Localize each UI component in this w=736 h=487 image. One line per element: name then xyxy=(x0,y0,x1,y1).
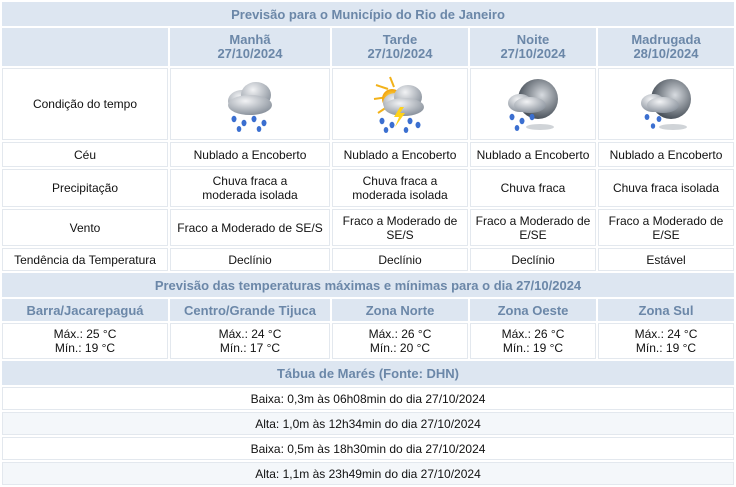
weather-cell-manha xyxy=(170,68,330,140)
row-label-ceu: Céu xyxy=(2,142,168,167)
zone-temps xyxy=(470,323,596,359)
precipitacao-value: Chuva fraca isolada xyxy=(598,169,734,207)
period-date: 27/10/2024 xyxy=(367,46,433,61)
period-date: 27/10/2024 xyxy=(217,46,283,61)
temp-max: Máx.: 26 °C xyxy=(368,327,432,341)
temp-min: Mín.: 19 °C xyxy=(635,341,697,355)
row-label-tendencia: Tendência da Temperatura xyxy=(2,248,168,271)
weather-cell-noite xyxy=(470,68,596,140)
forecast-title: Previsão para o Município do Rio de Janeiro xyxy=(2,2,734,26)
precipitacao-value: Chuva fraca xyxy=(470,169,596,207)
precipitacao-value: Chuva fraca a moderada isolada xyxy=(170,169,330,207)
period-name: Madrugada xyxy=(631,32,701,47)
tides-title: Tábua de Marés (Fonte: DHN) xyxy=(2,361,734,385)
period-name: Noite xyxy=(516,32,550,47)
tide-row: Alta: 1,1m às 23h49min do dia 27/10/2024 xyxy=(2,462,734,485)
tendencia-value: Declínio xyxy=(170,248,330,271)
tendencia-value: Declínio xyxy=(470,248,596,271)
tendencia-value: Estável xyxy=(598,248,734,271)
zone-temps xyxy=(170,323,330,359)
period-header-manha xyxy=(170,28,330,66)
row-label-vento: Vento xyxy=(2,209,168,246)
weather-cell-madrugada xyxy=(598,68,734,140)
period-header-madrugada xyxy=(598,28,734,66)
row-label-condicao: Condição do tempo xyxy=(2,68,168,140)
temp-min: Mín.: 19 °C xyxy=(54,341,116,355)
tide-row: Alta: 1,0m às 12h34min do dia 27/10/2024 xyxy=(2,412,734,435)
vento-value: Fraco a Moderado de SE/S xyxy=(332,209,468,246)
temp-min: Mín.: 17 °C xyxy=(219,341,281,355)
period-header-tarde xyxy=(332,28,468,66)
temp-min: Mín.: 20 °C xyxy=(369,341,431,355)
temps-title: Previsão das temperaturas máximas e mínimas para o dia 27/10/2024 xyxy=(2,273,734,297)
vento-value: Fraco a Moderado de SE/S xyxy=(170,209,330,246)
tide-row: Baixa: 0,3m às 06h08min do dia 27/10/2024 xyxy=(2,387,734,410)
zone-header: Zona Sul xyxy=(598,299,734,321)
cloud-rain-icon xyxy=(220,75,280,133)
temp-max: Máx.: 24 °C xyxy=(218,327,282,341)
zone-header: Zona Norte xyxy=(332,299,468,321)
zone-temps xyxy=(598,323,734,359)
vento-value: Fraco a Moderado de E/SE xyxy=(598,209,734,246)
period-date: 27/10/2024 xyxy=(500,46,566,61)
period-date: 28/10/2024 xyxy=(633,46,699,61)
tendencia-value: Declínio xyxy=(332,248,468,271)
zone-header: Barra/Jacarepaguá xyxy=(2,299,168,321)
row-label-precipitacao: Precipitação xyxy=(2,169,168,207)
zone-temps xyxy=(2,323,168,359)
temp-max: Máx.: 24 °C xyxy=(634,327,698,341)
ceu-value: Nublado a Encoberto xyxy=(598,142,734,167)
cloud-moon-rain-icon xyxy=(500,75,566,133)
precipitacao-value: Chuva fraca a moderada isolada xyxy=(332,169,468,207)
period-name: Tarde xyxy=(382,32,418,47)
ceu-value: Nublado a Encoberto xyxy=(332,142,468,167)
weather-cell-tarde xyxy=(332,68,468,140)
zone-header: Centro/Grande Tijuca xyxy=(170,299,330,321)
period-name: Manhã xyxy=(229,32,271,47)
period-header-blank xyxy=(2,28,168,66)
temp-min: Mín.: 19 °C xyxy=(502,341,564,355)
tide-row: Baixa: 0,5m às 18h30min do dia 27/10/2024 xyxy=(2,437,734,460)
temp-max: Máx.: 25 °C xyxy=(53,327,117,341)
zone-header: Zona Oeste xyxy=(470,299,596,321)
vento-value: Fraco a Moderado de E/SE xyxy=(470,209,596,246)
zone-temps xyxy=(332,323,468,359)
period-header-noite xyxy=(470,28,596,66)
cloud-sun-rain-icon xyxy=(370,75,430,133)
ceu-value: Nublado a Encoberto xyxy=(470,142,596,167)
ceu-value: Nublado a Encoberto xyxy=(170,142,330,167)
cloud-moon-rain-icon xyxy=(633,75,699,133)
temp-max: Máx.: 26 °C xyxy=(501,327,565,341)
